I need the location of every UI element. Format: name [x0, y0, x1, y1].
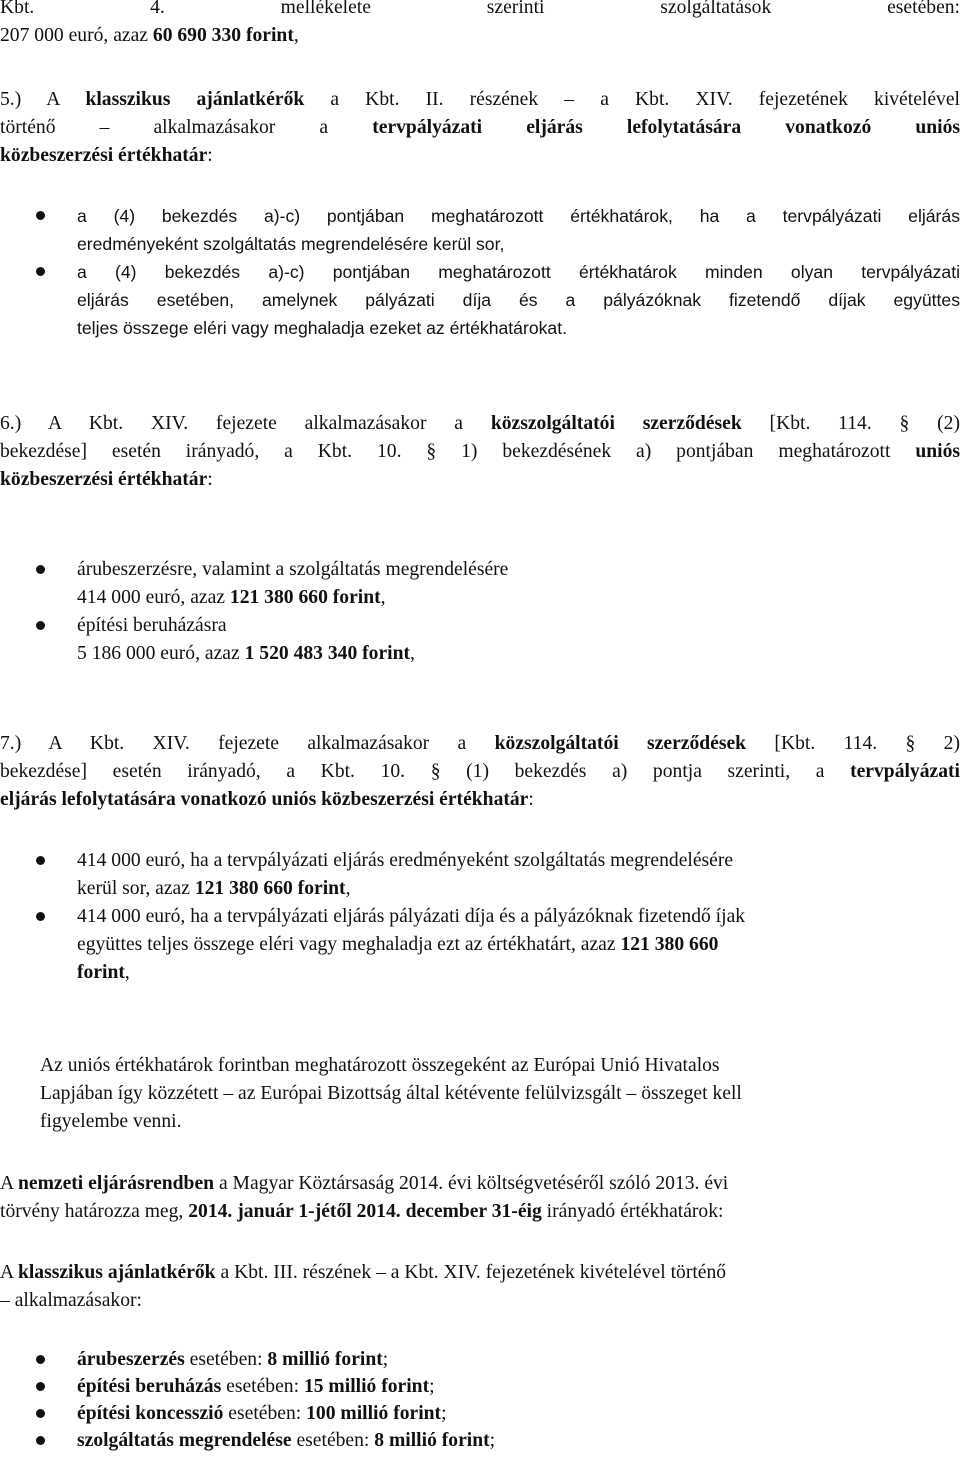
- intro-amount-eur: 207 000 euró, azaz: [0, 25, 153, 46]
- item-text: esetében:: [184, 1349, 268, 1370]
- s6-text: [Kbt. 114. § (2): [741, 413, 960, 434]
- item-label: építési koncesszió: [77, 1403, 224, 1424]
- list-line: 414 000 euró, ha a tervpályázati eljárás eredményeként szolgáltatás megrendelésére: [77, 850, 734, 871]
- s5-bullet-list: [0, 202, 960, 342]
- amount-huf: forint: [77, 962, 125, 983]
- list-item-text: [77, 258, 960, 342]
- intro-word: esetében:: [887, 0, 960, 18]
- item-value: 8 millió forint: [374, 1430, 490, 1451]
- list-item-text: [77, 847, 960, 903]
- intro-word: mellékelete: [280, 0, 371, 18]
- punct: ,: [380, 587, 386, 608]
- amount-huf: 1 520 483 340 forint: [244, 643, 411, 664]
- list-item: [0, 1400, 960, 1427]
- punct: ;: [382, 1349, 389, 1370]
- section-4-tail: [0, 0, 960, 50]
- note-paragraph: [0, 1052, 960, 1136]
- s5-bold: klasszikus ajánlatkérők: [85, 89, 305, 110]
- list-line: árubeszerzésre, valamint a szolgáltatás megrendelésére: [77, 559, 509, 580]
- bullet-icon: [36, 1436, 45, 1445]
- s7-bold: eljárás lefolytatására vonatkozó uniós közbeszerzési értékhatár: [0, 789, 529, 810]
- intro-word: szerinti: [486, 0, 545, 18]
- intro-word: Kbt.: [0, 0, 35, 18]
- s5-line-3: [0, 142, 960, 170]
- punct: ,: [293, 25, 299, 46]
- bullet-icon: [36, 565, 45, 574]
- list-item: [0, 612, 960, 668]
- list-line: eredményeként szolgáltatás megrendelésére kerül sor,: [77, 234, 505, 254]
- list-line: a (4) bekezdés a)-c) pontjában meghatározott értékhatárok minden olyan tervpályázati: [77, 262, 960, 282]
- s5-bold: közbeszerzési értékhatár: [0, 145, 208, 166]
- list-item-text: [77, 1400, 960, 1427]
- s7-bold: tervpályázati: [850, 761, 960, 782]
- national-bold: nemzeti eljárásrendben: [17, 1173, 215, 1194]
- list-item: [0, 1373, 960, 1400]
- s7-line-2: [0, 758, 960, 786]
- list-item: [0, 556, 960, 612]
- classic-bold: klasszikus ajánlatkérők: [17, 1262, 216, 1283]
- amount-huf: 121 380 660: [620, 934, 719, 955]
- list-item: [0, 202, 960, 258]
- item-value: 100 millió forint: [306, 1403, 442, 1424]
- bullet-icon: [36, 1355, 45, 1364]
- classic-text: a Kbt. III. részének – a Kbt. XIV. fejezetének kivételével történő: [215, 1262, 727, 1283]
- note-line: figyelembe venni.: [40, 1111, 182, 1132]
- punct: ;: [429, 1376, 435, 1397]
- list-line: 414 000 euró, ha a tervpályázati eljárás pályázati díja és a pályázóknak fizetendő íjak: [77, 906, 746, 927]
- punct: ,: [345, 878, 351, 899]
- item-value: 8 millió forint: [267, 1349, 383, 1370]
- list-line: a (4) bekezdés a)-c) pontjában meghatározott értékhatárok, ha a tervpályázati eljárás: [77, 206, 960, 226]
- list-item-text: [77, 1373, 960, 1400]
- s6-bold: uniós: [915, 441, 960, 462]
- s6-bold: közbeszerzési értékhatár: [0, 469, 208, 490]
- section-5: [0, 86, 960, 170]
- national-bold: 2014. január 1-jétől 2014. december 31-éig: [188, 1201, 542, 1222]
- punct: ;: [441, 1403, 447, 1424]
- s6-text: bekezdése] esetén irányadó, a Kbt. 10. § 1) bekezdésének a) pontjában meghatározott: [0, 441, 916, 462]
- item-text: esetében:: [221, 1376, 304, 1397]
- section-7: [0, 730, 960, 814]
- bullet-icon: [36, 211, 45, 220]
- s6-line-2: [0, 438, 960, 466]
- classic-line-2: – alkalmazásakor:: [0, 1290, 142, 1311]
- list-line: [77, 959, 960, 987]
- national-line-1: [0, 1170, 960, 1198]
- s7-line-3: [0, 786, 960, 814]
- list-item-text: [77, 202, 960, 258]
- note-line: Lapjában így közzétett – az Európai Bizottság által kétévente felülvizsgált – összeget kell: [40, 1083, 742, 1104]
- punct: ;: [489, 1430, 496, 1451]
- bullet-icon: [36, 1382, 45, 1391]
- classic-line-1: [0, 1259, 960, 1287]
- bullet-icon: [36, 912, 45, 921]
- list-item-text: [77, 1346, 960, 1373]
- bullet-icon: [36, 267, 45, 276]
- national-text: a Magyar Köztársaság 2014. évi költségvetéséről szóló 2013. évi: [214, 1173, 729, 1194]
- punct: :: [207, 469, 213, 490]
- list-item: [0, 258, 960, 342]
- list-item-text: [77, 612, 960, 668]
- intro-line-2: [0, 22, 960, 50]
- s6-text: 6.) A Kbt. XIV. fejezete alkalmazásakor a: [0, 413, 491, 434]
- national-text: irányadó értékhatárok:: [541, 1201, 724, 1222]
- item-text: esetében:: [291, 1430, 375, 1451]
- list-item: [0, 847, 960, 903]
- list-item: [0, 903, 960, 987]
- list-item: [0, 1427, 960, 1454]
- s7-bullet-list: [0, 847, 960, 987]
- bullet-icon: [36, 856, 45, 865]
- punct: ,: [124, 962, 130, 983]
- bullet-icon: [36, 1409, 45, 1418]
- punct: :: [528, 789, 534, 810]
- list-line: [77, 640, 960, 668]
- s6-bullet-list: [0, 556, 960, 668]
- list-line: teljes összege eléri vagy meghaladja ezeket az értékhatárokat.: [77, 318, 567, 338]
- s7-bold: közszolgáltatói szerződések: [494, 733, 747, 754]
- s7-line-1: [0, 730, 960, 758]
- punct: :: [207, 145, 213, 166]
- list-item-text: [77, 556, 960, 612]
- item-label: árubeszerzés: [77, 1349, 185, 1370]
- s7-text: kerül sor, azaz: [77, 878, 195, 899]
- item-text: esetében:: [223, 1403, 307, 1424]
- section-6: [0, 410, 960, 494]
- s7-text: 7.) A Kbt. XIV. fejezete alkalmazásakor a: [0, 733, 495, 754]
- list-line: építési beruházásra: [77, 615, 227, 636]
- intro-line-1: [0, 0, 960, 22]
- list-line: [77, 875, 960, 903]
- classic-text: A: [0, 1262, 18, 1283]
- s6-line-1: [0, 410, 960, 438]
- s5-text: történő – alkalmazásakor a: [0, 117, 373, 138]
- s7-text: együttes teljes összege eléri vagy meghaladja ezt az értékhatárt, azaz: [77, 934, 621, 955]
- s5-text: a Kbt. II. részének – a Kbt. XIV. fejezetének kivételével: [304, 89, 960, 110]
- classic-bullet-list: [0, 1346, 960, 1454]
- national-text: törvény határozza meg,: [0, 1201, 189, 1222]
- note-line: Az uniós értékhatárok forintban meghatározott összegeként az Európai Unió Hivatalos: [40, 1055, 720, 1076]
- list-item-text: [77, 1427, 960, 1454]
- item-label: építési beruházás: [77, 1376, 222, 1397]
- s6-line-3: [0, 466, 960, 494]
- list-line: [77, 584, 960, 612]
- s6-bold: közszolgáltatói szerződések: [490, 413, 742, 434]
- national-line-2: [0, 1198, 960, 1226]
- amount-eur: 5 186 000 euró, azaz: [77, 643, 245, 664]
- intro-word: szolgáltatások: [660, 0, 772, 18]
- classic-paragraph: [0, 1259, 960, 1315]
- s7-text: [Kbt. 114. § 2): [746, 733, 960, 754]
- bullet-icon: [36, 621, 45, 630]
- s5-bold: tervpályázati eljárás lefolytatására vonatkozó uniós: [372, 117, 960, 138]
- amount-eur: 414 000 euró, azaz: [77, 587, 230, 608]
- s5-line-2: [0, 114, 960, 142]
- intro-amount-huf: 60 690 330 forint: [152, 25, 294, 46]
- item-label: szolgáltatás megrendelése: [77, 1430, 292, 1451]
- national-text: A: [0, 1173, 18, 1194]
- amount-huf: 121 380 660 forint: [229, 587, 381, 608]
- list-line: eljárás esetében, amelynek pályázati díja és a pályázóknak fizetendő díjak együttes: [77, 290, 960, 310]
- s5-line-1: [0, 86, 960, 114]
- intro-word: 4.: [150, 0, 165, 18]
- national-paragraph: [0, 1170, 960, 1226]
- s5-text: 5.) A: [0, 89, 86, 110]
- item-value: 15 millió forint: [303, 1376, 430, 1397]
- punct: ,: [410, 643, 415, 664]
- s7-text: bekezdése] esetén irányadó, a Kbt. 10. § (1) bekezdés a) pontja szerinti, a: [0, 761, 851, 782]
- list-line: [77, 931, 960, 959]
- amount-huf: 121 380 660 forint: [194, 878, 346, 899]
- list-item: [0, 1346, 960, 1373]
- list-item-text: [77, 903, 960, 987]
